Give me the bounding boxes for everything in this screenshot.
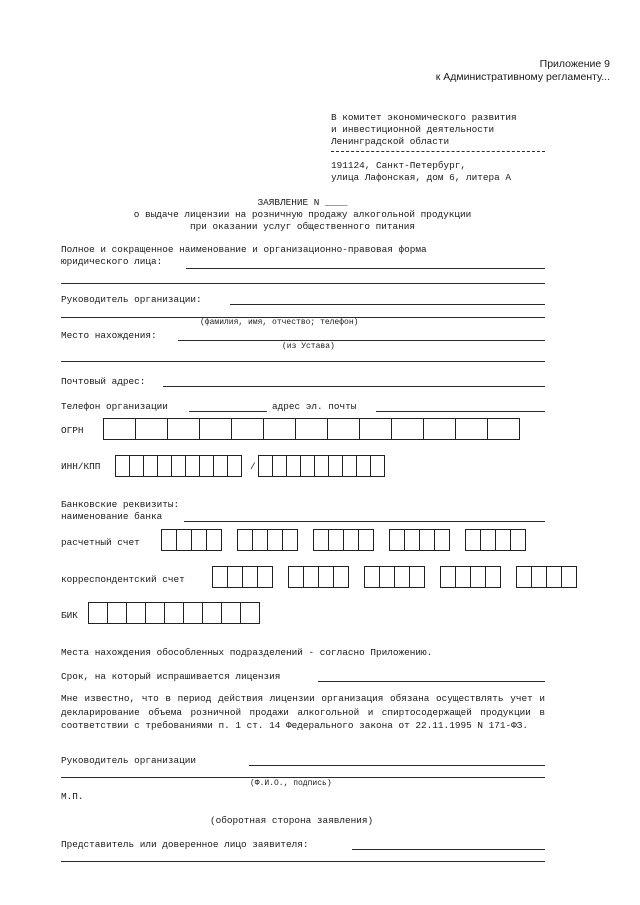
reverse-caption: (оборотная сторона заявления): [210, 815, 374, 826]
inn-digit-box: [157, 455, 172, 477]
corr-account-label: корреспондентский счет: [61, 574, 185, 585]
addressee-line: 191124, Санкт-Петербург,: [331, 160, 467, 171]
bik-box-group: [89, 602, 260, 624]
kpp-digit-box: [300, 455, 315, 477]
corr-account-digit-box: [227, 566, 243, 588]
ogrn-digit-box: [103, 418, 136, 440]
corr-account-digit-box: [379, 566, 395, 588]
corr-account-digit-box: [455, 566, 471, 588]
bik-label: БИК: [61, 610, 78, 621]
account-digit-box: [358, 529, 374, 551]
account-digit-box: [267, 529, 283, 551]
ogrn-boxes: [104, 418, 536, 440]
signature-director-label: Руководитель организации: [61, 755, 197, 766]
corr-account-digit-box: [516, 566, 532, 588]
addressee-line: и инвестиционной деятельности: [331, 124, 495, 135]
kpp-digit-box: [258, 455, 273, 477]
corr-account-digit-box: [561, 566, 577, 588]
account-box-group: [314, 529, 374, 551]
corr-account-boxes: [213, 566, 593, 588]
ogrn-digit-box: [487, 418, 520, 440]
location-hint: (из Устава): [282, 342, 335, 351]
corr-account-digit-box: [288, 566, 304, 588]
ogrn-digit-box: [423, 418, 456, 440]
account-digit-box: [419, 529, 435, 551]
bik-digit-box: [183, 602, 203, 624]
inn-digit-box: [129, 455, 144, 477]
kpp-boxes: [259, 455, 401, 477]
kpp-digit-box: [356, 455, 371, 477]
account-digit-box: [191, 529, 207, 551]
ogrn-digit-box: [295, 418, 328, 440]
term-line: [318, 681, 545, 682]
corr-account-digit-box: [485, 566, 501, 588]
full-name-line: [186, 268, 545, 269]
account-digit-box: [206, 529, 222, 551]
representative-label: Представитель или доверенное лицо заявителя:: [61, 839, 309, 850]
account-digit-box: [404, 529, 420, 551]
inn-boxes: [116, 455, 258, 477]
obligation-text: Мне известно, что в период действия лицензии организация обязана осуществлять учет и декларирование объема розничной продажи алкогольной и спиртосодержащей продукции в соответствии с требованиями п. 1 ст. 14 Федерального закона от 22.11.1995 N 171-ФЗ.: [61, 693, 545, 731]
corr-account-box-group: [365, 566, 425, 588]
kpp-digit-box: [328, 455, 343, 477]
inn-digit-box: [227, 455, 242, 477]
bank-name-line: [184, 521, 545, 522]
corr-account-digit-box: [409, 566, 425, 588]
full-name-line-2: [61, 283, 545, 284]
corr-account-digit-box: [318, 566, 334, 588]
inn-kpp-label: ИНН/КПП: [61, 461, 101, 472]
kpp-digit-box: [342, 455, 357, 477]
corr-account-digit-box: [531, 566, 547, 588]
inn-digit-box: [185, 455, 200, 477]
bik-digit-box: [126, 602, 146, 624]
account-digit-box: [343, 529, 359, 551]
ogrn-box-group: [104, 418, 520, 440]
corr-account-box-group: [517, 566, 577, 588]
account-boxes: [162, 529, 542, 551]
inn-digit-box: [115, 455, 130, 477]
ogrn-digit-box: [391, 418, 424, 440]
account-digit-box: [495, 529, 511, 551]
director-line: [230, 304, 545, 305]
inn-box-group: [116, 455, 242, 477]
addressee-line: В комитет экономического развития: [331, 112, 517, 123]
account-digit-box: [328, 529, 344, 551]
account-digit-box: [176, 529, 192, 551]
corr-account-digit-box: [212, 566, 228, 588]
corr-account-digit-box: [303, 566, 319, 588]
corr-account-digit-box: [470, 566, 486, 588]
representative-line-2: [61, 861, 545, 862]
form-title: ЗАЯВЛЕНИЕ N ____: [257, 197, 348, 208]
inn-digit-box: [171, 455, 186, 477]
bik-digit-box: [240, 602, 260, 624]
location-line-2: [61, 361, 545, 362]
email-line: [376, 411, 545, 412]
stamp-label: М.П.: [61, 791, 84, 802]
account-digit-box: [161, 529, 177, 551]
inn-kpp-slash: /: [250, 461, 256, 472]
corr-account-digit-box: [333, 566, 349, 588]
appendix-number: Приложение 9: [539, 58, 610, 70]
phone-line: [189, 411, 267, 412]
form-subtitle: о выдаче лицензии на розничную продажу алкогольной продукции: [133, 209, 472, 220]
account-digit-box: [510, 529, 526, 551]
bik-boxes: [89, 602, 276, 624]
account-box-group: [390, 529, 450, 551]
branches-text: Места нахождения обособленных подразделений - согласно Приложению.: [61, 647, 433, 658]
phone-label: Телефон организации: [61, 401, 168, 412]
kpp-digit-box: [286, 455, 301, 477]
corr-account-digit-box: [546, 566, 562, 588]
email-label: адрес эл. почты: [272, 401, 357, 412]
signature-hint: (Ф.И.О., подпись): [250, 779, 332, 788]
corr-account-box-group: [441, 566, 501, 588]
location-label: Место нахождения:: [61, 330, 157, 341]
account-box-group: [238, 529, 298, 551]
full-name-label-2: юридического лица:: [61, 256, 163, 267]
account-digit-box: [465, 529, 481, 551]
bik-digit-box: [164, 602, 184, 624]
account-digit-box: [480, 529, 496, 551]
representative-line: [352, 849, 545, 850]
account-digit-box: [389, 529, 405, 551]
corr-account-digit-box: [364, 566, 380, 588]
kpp-digit-box: [272, 455, 287, 477]
account-box-group: [162, 529, 222, 551]
signature-line: [249, 765, 545, 766]
term-label: Срок, на который испрашивается лицензия: [61, 671, 281, 682]
bik-digit-box: [202, 602, 222, 624]
account-digit-box: [237, 529, 253, 551]
signature-line-2: [61, 777, 545, 778]
ogrn-digit-box: [231, 418, 264, 440]
ogrn-digit-box: [199, 418, 232, 440]
director-hint: (фамилия, имя, отчество; телефон): [200, 318, 359, 327]
ogrn-digit-box: [263, 418, 296, 440]
addressee-line: Ленинградской области: [331, 136, 450, 147]
account-box-group: [466, 529, 526, 551]
full-name-label: Полное и сокращенное наименование и организационно-правовая форма: [61, 244, 427, 255]
ogrn-label: ОГРН: [61, 425, 84, 436]
addressee-divider: [331, 151, 545, 152]
account-label: расчетный счет: [61, 537, 140, 548]
kpp-digit-box: [314, 455, 329, 477]
ogrn-digit-box: [359, 418, 392, 440]
account-digit-box: [434, 529, 450, 551]
appendix-regulation: к Административному регламенту...: [435, 71, 610, 83]
postal-label: Почтовый адрес:: [61, 376, 146, 387]
ogrn-digit-box: [327, 418, 360, 440]
account-digit-box: [252, 529, 268, 551]
account-digit-box: [313, 529, 329, 551]
kpp-digit-box: [370, 455, 385, 477]
bik-digit-box: [107, 602, 127, 624]
form-subtitle: при оказании услуг общественного питания: [189, 221, 416, 232]
ogrn-digit-box: [167, 418, 200, 440]
inn-digit-box: [143, 455, 158, 477]
corr-account-box-group: [213, 566, 273, 588]
ogrn-digit-box: [135, 418, 168, 440]
director-label: Руководитель организации:: [61, 294, 202, 305]
corr-account-digit-box: [440, 566, 456, 588]
bik-digit-box: [221, 602, 241, 624]
account-digit-box: [282, 529, 298, 551]
bik-digit-box: [145, 602, 165, 624]
addressee-line: улица Лафонская, дом 6, литера А: [331, 172, 512, 183]
corr-account-box-group: [289, 566, 349, 588]
ogrn-digit-box: [455, 418, 488, 440]
location-line: [178, 340, 545, 341]
corr-account-digit-box: [394, 566, 410, 588]
inn-digit-box: [199, 455, 214, 477]
inn-digit-box: [213, 455, 228, 477]
kpp-box-group: [259, 455, 385, 477]
postal-line: [163, 386, 545, 387]
bik-digit-box: [88, 602, 108, 624]
corr-account-digit-box: [242, 566, 258, 588]
bank-name-label: наименование банка: [61, 511, 163, 522]
corr-account-digit-box: [257, 566, 273, 588]
bank-label: Банковские реквизиты:: [61, 499, 180, 510]
